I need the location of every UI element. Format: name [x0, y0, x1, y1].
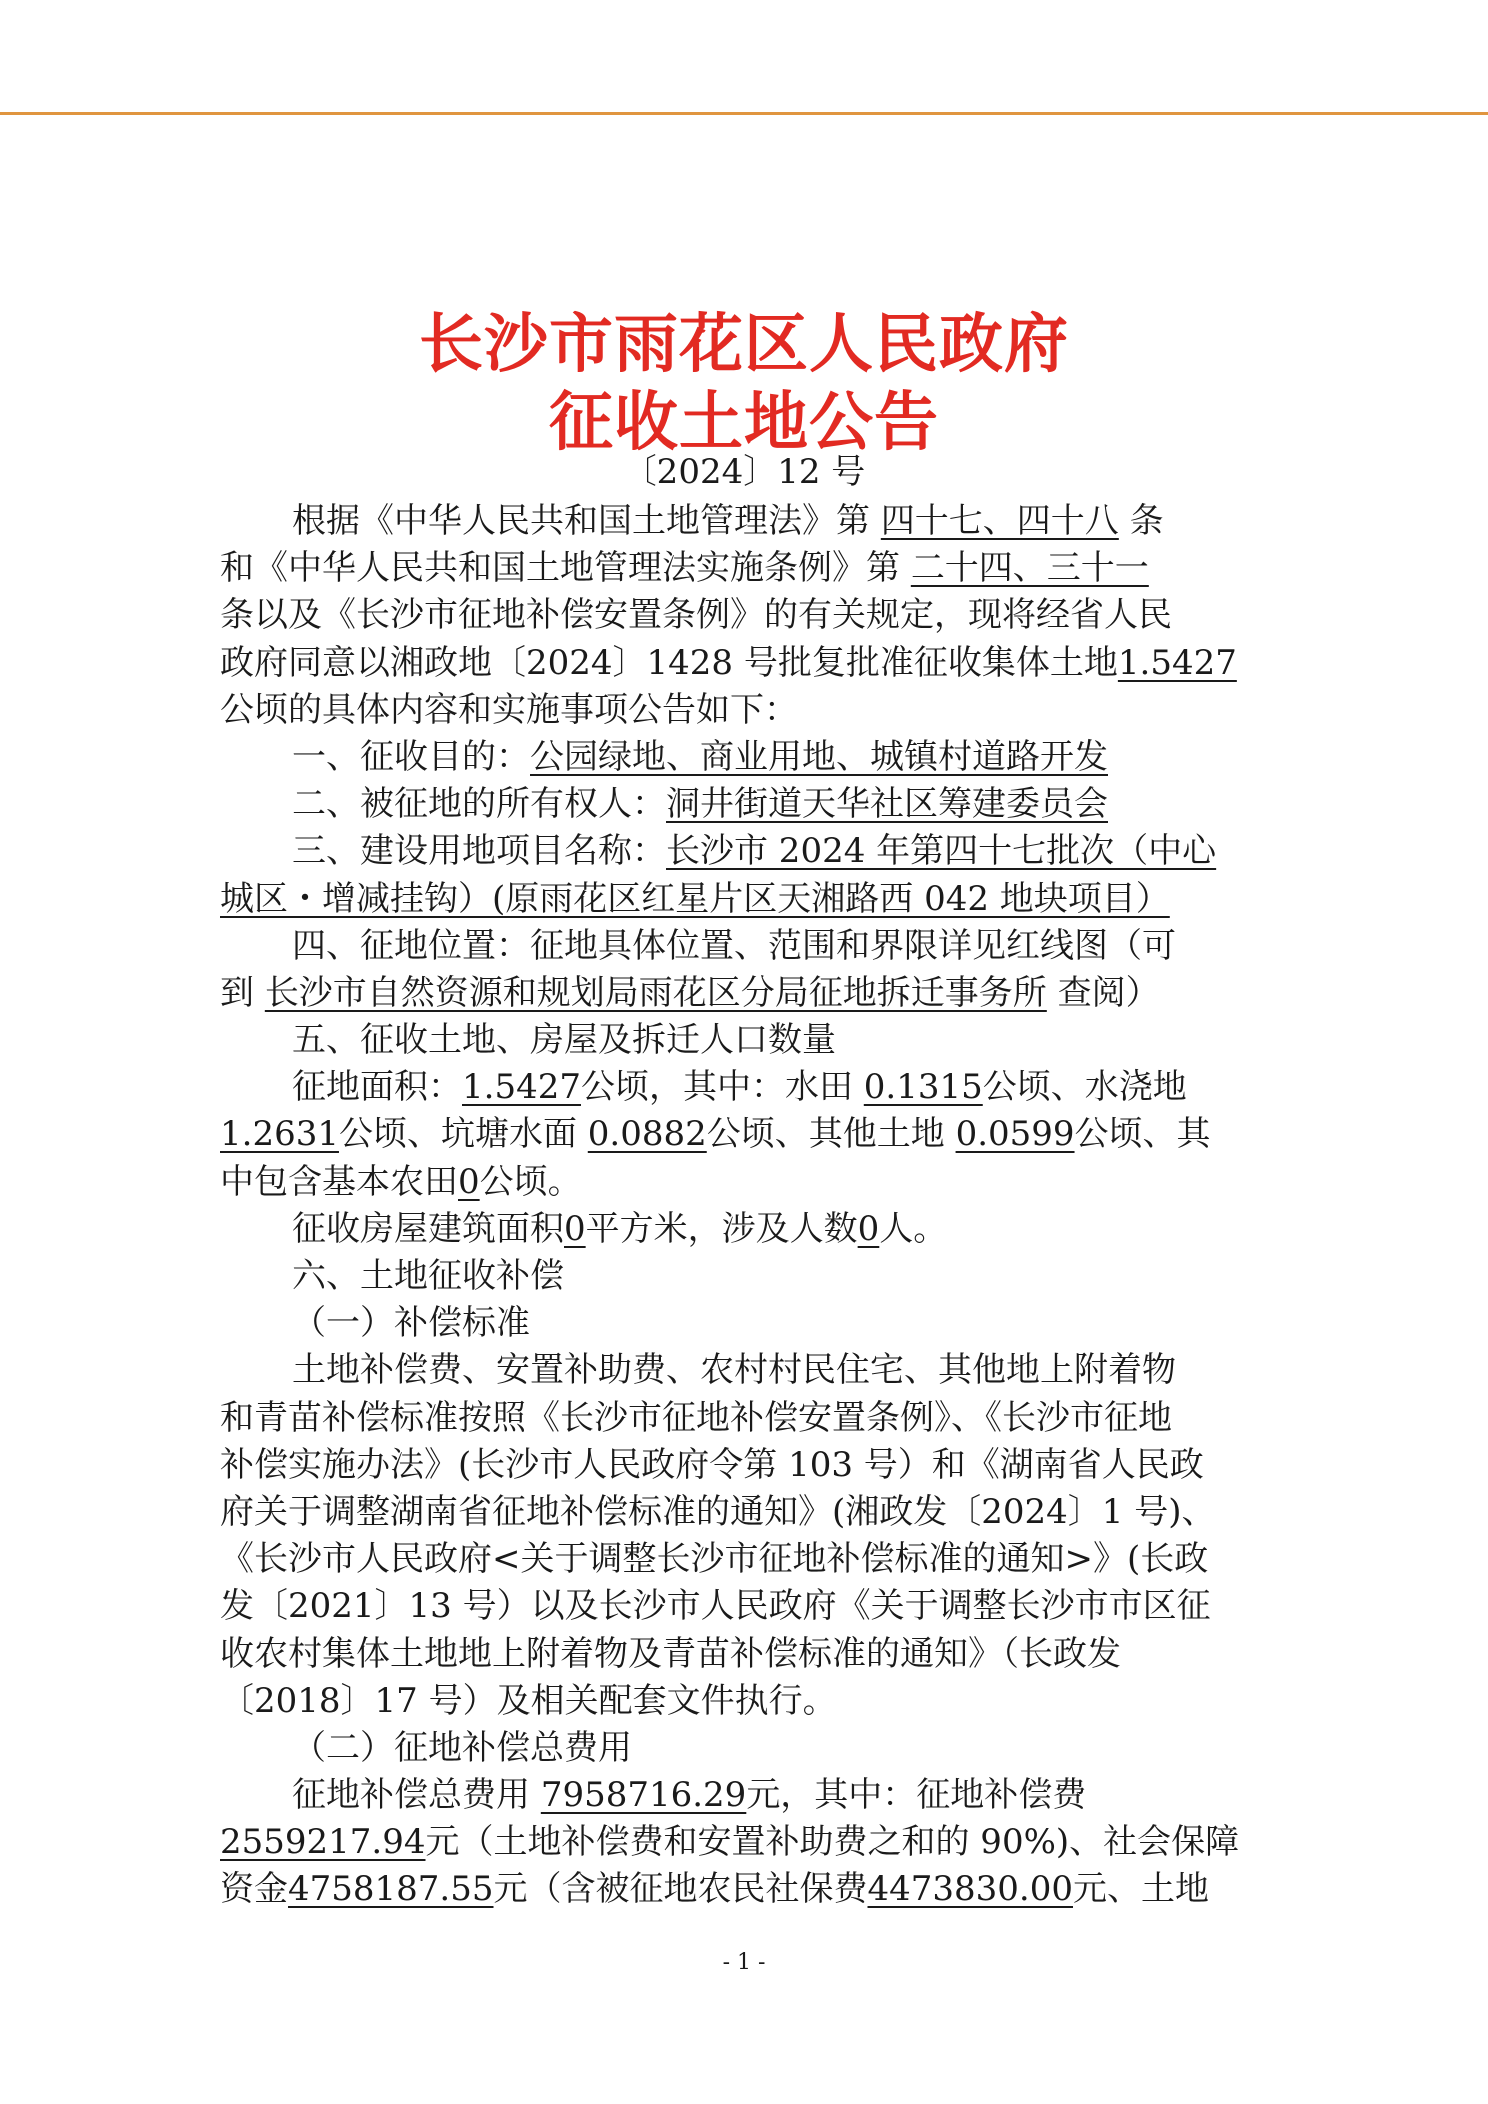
- text-segment: 公顷。: [479, 1161, 582, 1202]
- paragraph-intro-line: [220, 640, 1270, 687]
- text-segment: 元、土地: [1073, 1869, 1209, 1910]
- paragraph-intro-line: 条以及《长沙市征地补偿安置条例》的有关规定，现将经省人民: [220, 595, 1172, 636]
- basic-farmland-value: 0: [458, 1161, 480, 1202]
- item-label: 三、建设用地项目名称：: [292, 831, 666, 872]
- text-segment: 元（含被征地农民社保费: [493, 1869, 868, 1910]
- document-number: 〔2024〕12 号: [622, 452, 866, 492]
- text-segment: 查阅）: [1057, 972, 1160, 1013]
- farmer-social-fee-value: 4473830.00: [867, 1869, 1073, 1910]
- document-title: [0, 306, 1488, 462]
- house-area-value: 0: [564, 1208, 586, 1249]
- house-area-line: [220, 1206, 1270, 1253]
- text-segment: 元，其中：征地补偿费: [746, 1775, 1087, 1816]
- subheading-standard: （一）补偿标准: [292, 1303, 530, 1344]
- total-fee-line: [220, 1866, 1270, 1913]
- text-segment: 公顷、其他土地: [706, 1114, 945, 1155]
- title-line-1: 长沙市雨花区人民政府: [419, 307, 1069, 382]
- text-segment: 公顷、坑塘水面: [338, 1114, 577, 1155]
- owner-value: 洞井街道天华社区筹建委员会: [666, 784, 1108, 825]
- text-segment: 资金: [220, 1869, 288, 1910]
- total-fee-value: 7958716.29: [540, 1775, 747, 1816]
- total-area-value: 1.5427: [462, 1067, 581, 1108]
- standard-line: 补偿实施办法》(长沙市人民政府令第 103 号）和《湖南省人民政: [220, 1444, 1204, 1485]
- item-project-name: [220, 828, 1270, 875]
- text-segment: 到: [220, 972, 254, 1013]
- item-label: 一、征收目的：: [292, 736, 530, 777]
- text-segment: 政府同意以湘政地〔2024〕1428 号批复批准征收集体土地: [220, 642, 1118, 683]
- text-segment: 元（土地补偿费和安置补助费之和的 90%)、社会保障: [425, 1822, 1240, 1863]
- compensation-fee-value: 2559217.94: [220, 1822, 426, 1863]
- regulation-articles-value: 二十四、三十一: [910, 548, 1149, 589]
- standard-line: 府关于调整湖南省征地补偿标准的通知》(湘政发〔2024〕1 号)、: [220, 1491, 1216, 1532]
- text-segment: 公顷、其: [1074, 1114, 1211, 1155]
- standard-line: 〔2018〕17 号）及相关配套文件执行。: [220, 1680, 837, 1721]
- text-segment: 公顷、水浇地: [982, 1067, 1187, 1108]
- paragraph-intro-line: [220, 545, 1270, 592]
- text-segment: 条: [1129, 501, 1164, 541]
- text-segment: 和《中华人民共和国土地管理法实施条例》第: [220, 548, 900, 589]
- item-location: 四、征地位置：征地具体位置、范围和界限详见红线图（可: [292, 925, 1176, 966]
- text-segment: 根据《中华人民共和国土地管理法》第: [292, 501, 870, 541]
- approved-area-value: 1.5427: [1117, 642, 1237, 683]
- area-breakdown-line: [220, 1159, 1270, 1206]
- purpose-value: 公园绿地、商业用地、城镇村道路开发: [530, 736, 1108, 777]
- subheading-total-fee: （二）征地补偿总费用: [292, 1727, 632, 1768]
- pond-area-value: 0.0882: [587, 1114, 707, 1155]
- item-purpose: [220, 734, 1270, 781]
- standard-line: 和青苗补偿标准按照《长沙市征地补偿安置条例》、《长沙市征地: [220, 1397, 1172, 1438]
- item-location-cont: [220, 970, 1270, 1017]
- people-count-value: 0: [857, 1208, 880, 1249]
- standard-line: 发〔2021〕13 号）以及长沙市人民政府《关于调整长沙市市区征: [220, 1586, 1211, 1627]
- page-number: - 1 -: [722, 1950, 766, 1975]
- header-divider: [0, 112, 1488, 115]
- text-segment: 中包含基本农田: [220, 1161, 458, 1202]
- law-articles-value: 四十七、四十八: [880, 501, 1119, 541]
- other-area-value: 0.0599: [955, 1114, 1075, 1155]
- area-breakdown-line: [220, 1064, 1270, 1111]
- item-compensation-heading: 六、土地征收补偿: [292, 1256, 564, 1296]
- item-label: 二、被征地的所有权人：: [292, 784, 666, 825]
- paragraph-intro-line: [220, 498, 1270, 545]
- total-fee-line: [220, 1772, 1270, 1819]
- item-owner: [220, 781, 1270, 828]
- title-line-2: 征收土地公告: [549, 385, 939, 460]
- project-name-value: 长沙市 2024 年第四十七批次（中心: [666, 831, 1217, 872]
- text-segment: 征地补偿总费用: [292, 1775, 530, 1816]
- area-breakdown-line: [220, 1111, 1270, 1158]
- document-body: [220, 498, 1270, 1914]
- text-segment: 公顷，其中：水田: [580, 1067, 853, 1108]
- standard-line: 收农村集体土地地上附着物及青苗补偿标准的通知》（长政发: [220, 1633, 1121, 1674]
- project-name-value: 城区・增减挂钩）(原雨花区红星片区天湘路西 042 地块项目）: [220, 878, 1170, 919]
- item-project-name-cont: [220, 876, 1270, 923]
- text-segment: 征收房屋建筑面积: [292, 1208, 564, 1249]
- text-segment: 征地面积：: [292, 1067, 462, 1108]
- total-fee-line: [220, 1819, 1270, 1866]
- standard-line: 土地补偿费、安置补助费、农村村民住宅、其他地上附着物: [292, 1350, 1176, 1391]
- irrigated-area-value: 1.2631: [220, 1114, 339, 1155]
- social-fund-value: 4758187.55: [288, 1869, 494, 1910]
- standard-line: 《长沙市人民政府<关于调整长沙市征地补偿标准的通知>》(长政: [220, 1539, 1209, 1580]
- consult-office-value: 长沙市自然资源和规划局雨花区分局征地拆迁事务所: [264, 972, 1047, 1013]
- text-segment: 人。: [879, 1208, 948, 1249]
- paddy-area-value: 0.1315: [863, 1067, 983, 1108]
- item-quantity-heading: 五、征收土地、房屋及拆迁人口数量: [292, 1020, 836, 1061]
- text-segment: 平方米，涉及人数: [585, 1208, 858, 1249]
- paragraph-intro-line: 公顷的具体内容和实施事项公告如下：: [220, 689, 798, 730]
